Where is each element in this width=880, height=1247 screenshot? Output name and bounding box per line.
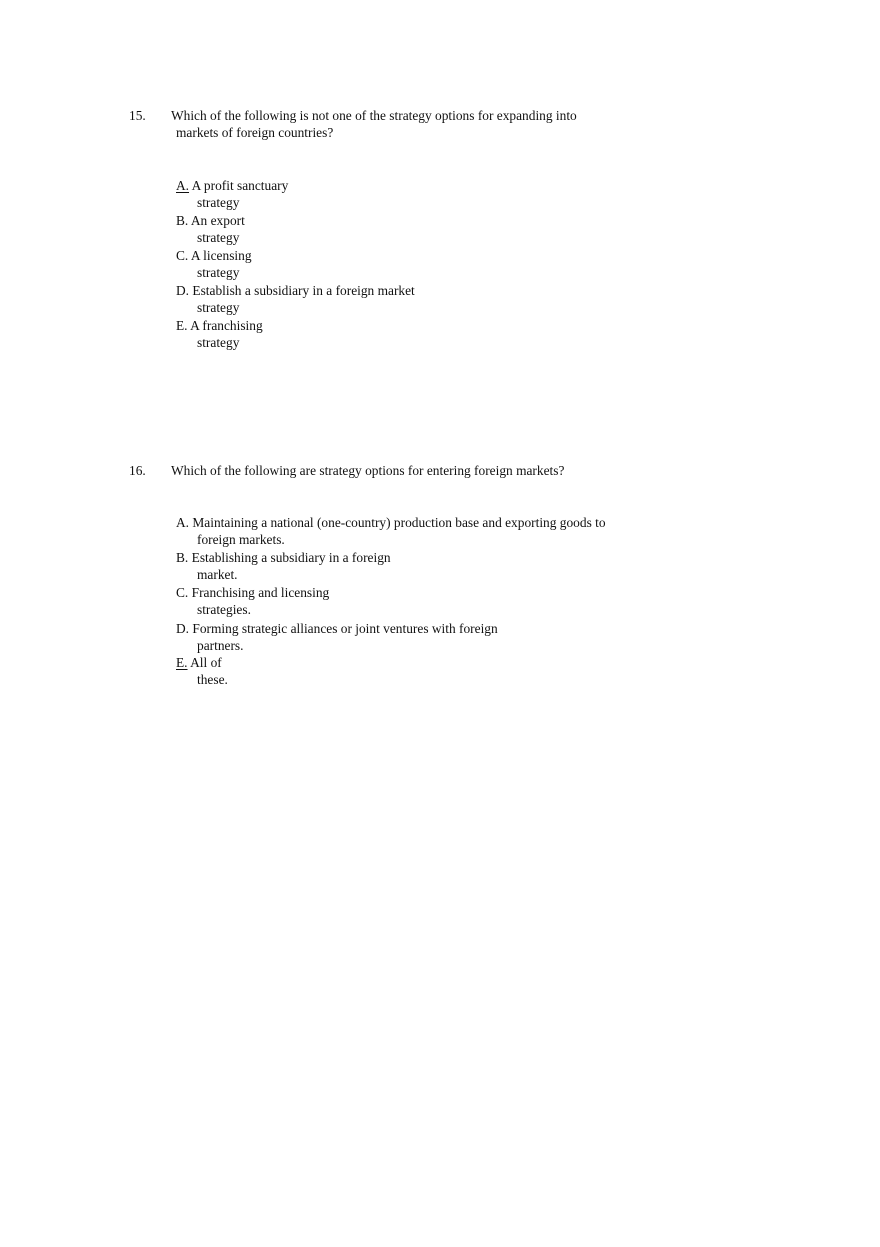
- option-letter: A.: [176, 515, 190, 530]
- option-letter: E.: [176, 655, 188, 670]
- option-c[interactable]: [176, 584, 329, 618]
- option-text: A profit sanctuary: [191, 178, 289, 193]
- option-e[interactable]: [176, 317, 263, 351]
- option-c[interactable]: [176, 247, 252, 281]
- option-letter: B.: [176, 550, 189, 565]
- option-text-wrap: market.: [197, 567, 238, 582]
- option-text: Establishing a subsidiary in a foreign: [191, 550, 391, 565]
- option-d[interactable]: [176, 282, 415, 316]
- option-text-wrap: partners.: [197, 638, 244, 653]
- option-text: Maintaining a national (one-country) production base and exporting goods to: [192, 515, 606, 530]
- question-stem: [171, 462, 564, 479]
- option-text-wrap: strategy: [197, 265, 240, 280]
- option-text-wrap: strategies.: [197, 602, 251, 617]
- option-a[interactable]: [176, 177, 288, 211]
- option-text: A licensing: [190, 248, 252, 263]
- option-text-wrap: strategy: [197, 230, 240, 245]
- option-b[interactable]: [176, 549, 391, 583]
- option-text-wrap: these.: [197, 672, 228, 687]
- option-letter: D.: [176, 283, 190, 298]
- option-e[interactable]: [176, 654, 228, 688]
- stem-line: markets of foreign countries?: [176, 125, 334, 140]
- option-letter: C.: [176, 585, 189, 600]
- option-text: Forming strategic alliances or joint ventures with foreign: [192, 621, 498, 636]
- option-text: A franchising: [190, 318, 263, 333]
- option-letter: D.: [176, 621, 190, 636]
- question-number: 15.: [129, 108, 146, 123]
- option-letter: C.: [176, 248, 189, 263]
- option-letter: A.: [176, 178, 190, 193]
- option-d[interactable]: [176, 620, 498, 654]
- option-letter: E.: [176, 318, 188, 333]
- option-b[interactable]: [176, 212, 245, 246]
- stem-line: Which of the following are strategy options for entering foreign markets?: [171, 463, 565, 478]
- option-text-wrap: strategy: [197, 300, 240, 315]
- option-text: An export: [190, 213, 245, 228]
- option-text: Franchising and licensing: [191, 585, 330, 600]
- stem-line: Which of the following is not one of the strategy options for expanding into: [171, 108, 577, 123]
- option-a[interactable]: [176, 514, 606, 548]
- option-letter: B.: [176, 213, 189, 228]
- option-text-wrap: strategy: [197, 195, 240, 210]
- option-text-wrap: foreign markets.: [197, 532, 285, 547]
- option-text: All of: [190, 655, 222, 670]
- option-text: Establish a subsidiary in a foreign market: [192, 283, 415, 298]
- option-text-wrap: strategy: [197, 335, 240, 350]
- question-stem: [171, 107, 577, 141]
- question-number: 16.: [129, 463, 146, 478]
